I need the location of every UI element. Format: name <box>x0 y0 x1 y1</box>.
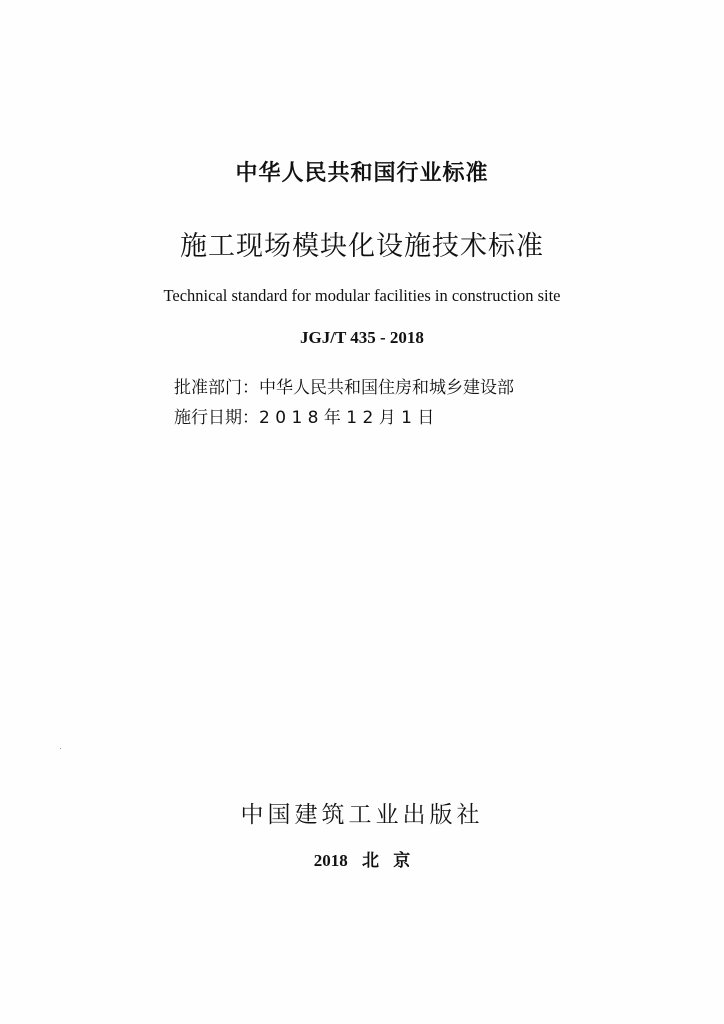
approval-value: 中华人民共和国住房和城乡建设部 <box>259 378 514 398</box>
scan-speck <box>60 748 61 749</box>
title-english: Technical standard for modular facilities in construction site <box>163 286 561 305</box>
title-chinese: 施工现场模块化设施技术标准 <box>180 231 544 262</box>
approval-label: 批准部门： <box>174 378 259 398</box>
approval-department <box>174 373 514 398</box>
publisher-name: 中国建筑工业出版社 <box>240 802 484 828</box>
implementation-date <box>174 403 434 428</box>
standard-number: JGJ/T 435 - 2018 <box>300 328 424 347</box>
publication-year-place: 2018 北 京 <box>313 851 411 870</box>
standard-category: 中华人民共和国行业标准 <box>235 161 489 186</box>
implementation-value: 2 0 1 8 年 1 2 月 1 日 <box>259 408 435 428</box>
implementation-label: 施行日期： <box>174 408 259 428</box>
